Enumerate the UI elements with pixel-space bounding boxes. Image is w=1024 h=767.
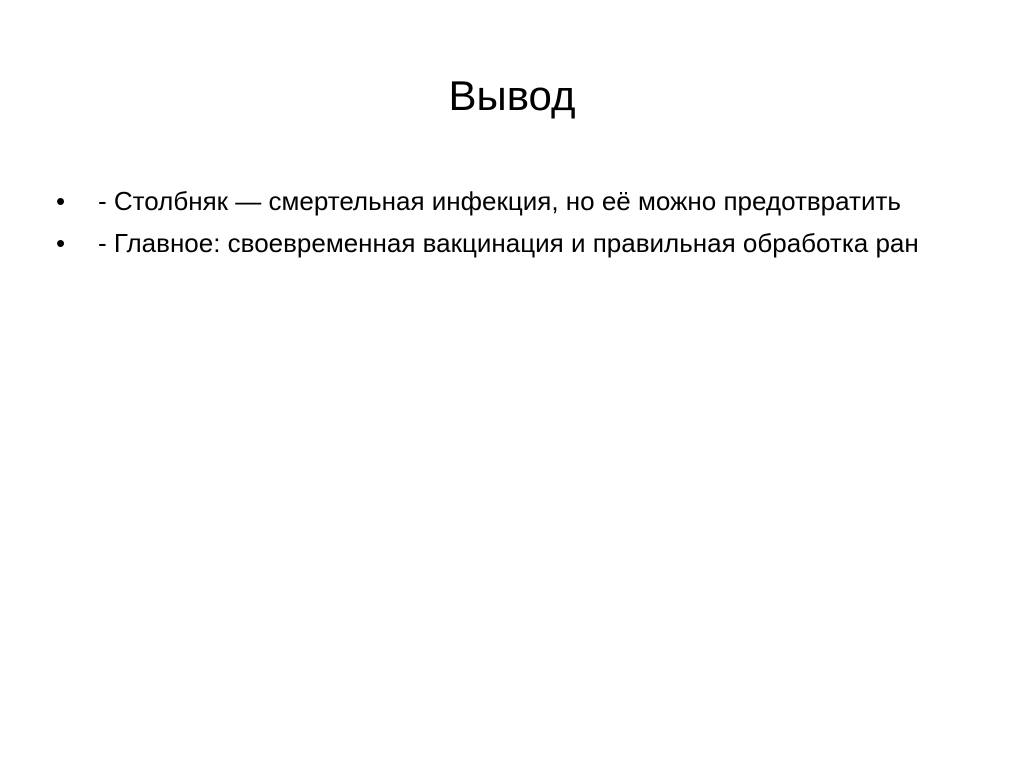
bullet-list: [56, 180, 986, 264]
bullet-text: - Главное: своевременная вакцинация и правильная обработка ран: [98, 228, 919, 258]
bullet-item: [56, 180, 986, 222]
bullet-point-icon: •: [56, 228, 66, 258]
bullet-text: - Столбняк — смертельная инфекция, но её можно предотвратить: [98, 186, 901, 216]
bullet-item: [56, 222, 986, 264]
slide-title: Вывод: [448, 72, 576, 119]
bullet-point-icon: •: [56, 186, 66, 216]
